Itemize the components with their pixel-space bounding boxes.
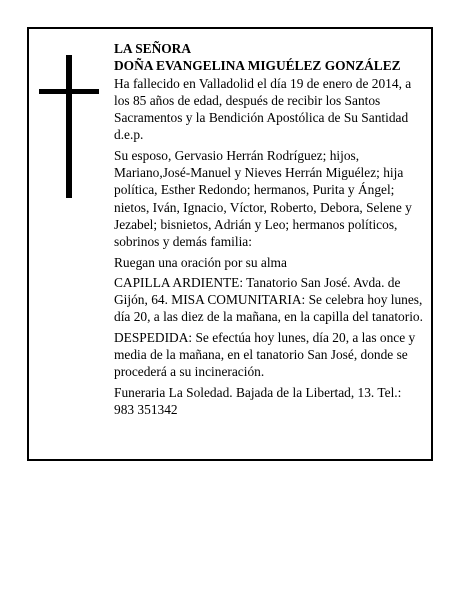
deceased-name: DOÑA EVANGELINA MIGUÉLEZ GONZÁLEZ [114,58,401,74]
notice-text-block [114,40,424,421]
farewell-info: DESPEDIDA: Se efectúa hoy lunes, día 20, a las once y media de la mañana, en el tanatorio San José, donde se procederá a su incineración. [114,329,416,380]
cross-vertical-bar [66,55,72,198]
family-list: Su esposo, Gervasio Herrán Rodríguez; hijos, Mariano,José-Manuel y Nieves Herrán Miguélez; hija política, Esther Redondo; hermanos, Purita y Ángel; nietos, Iván, Ignacio, Víctor, Roberto, Debora, Selene y Jezabel; bisnietos, Adrián y Leo; hermanos políticos, sobrinos y demás familia: [114,147,412,250]
obituary-notice [27,27,433,461]
notice-title: LA SEÑORA [114,41,192,56]
death-announcement: Ha fallecido en Valladolid el día 19 de enero de 2014, a los 85 años de edad, después de recibir los Santos Sacramentos y la Bendición Apostólica de Su Santidad d.e.p. [114,75,412,143]
prayer-request: Ruegan una oración por su alma [114,254,287,270]
funeral-home-info: Funeraria La Soledad. Bajada de la Libertad, 13. Tel.: 983 351342 [114,384,402,417]
cross-horizontal-bar [39,89,99,94]
chapel-and-mass-info: CAPILLA ARDIENTE: Tanatorio San José. Avda. de Gijón, 64. MISA COMUNITARIA: Se celebra hoy lunes, día 20, a las diez de la mañana, en la capilla del tanatorio. [114,274,423,325]
